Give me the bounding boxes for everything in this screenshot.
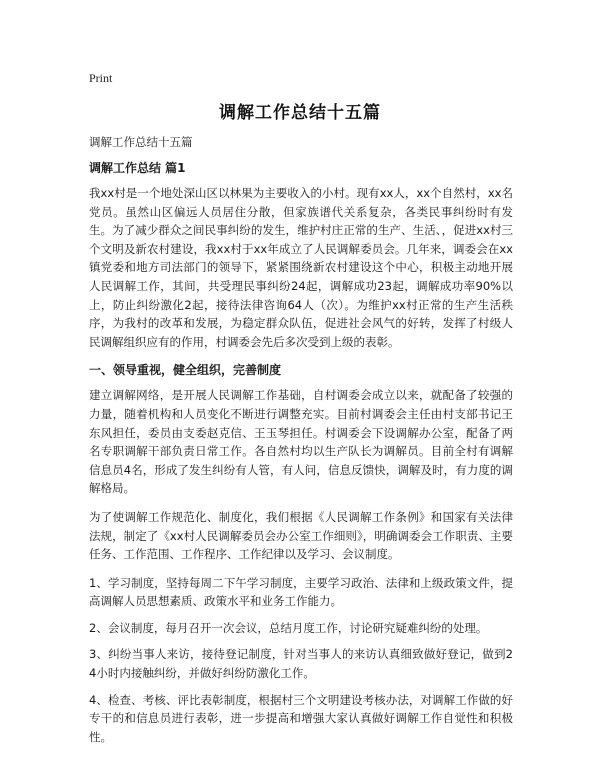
list-item: 3、纠纷当事人来访，接待登记制度，针对当事人的来访认真细致做好登记，做到24小时内接触纠纷，并做好纠纷防激化工作。	[89, 647, 513, 681]
list-item: 4、检查、考核、评比表彰制度，根据村三个文明建设考核办法，对调解工作做的好专干的和信息员进行表彰，进一步提高和增强大家认真做好调解工作自觉性和积极性。	[89, 692, 513, 744]
intro-paragraph: 我xx村是一个地处深山区以林果为主要收入的小村。现有xx人，xx个自然村，xx名党员。虽然山区偏远人员居住分散，但家族谱代关系复杂，各类民事纠纷时有发生。为了减少群众之间民事纠纷的发生，维护村庄正常的生产、生活、，促进xx村三个文明及新农村建设，我xx村于xx年成立了人民调解委员会。几年来，调委会在xx镇党委和地方司法部门的领导下，紧紧围绕新农村建设这个中心，积极主动地开展人民调解工作，其间，共受理民事纠纷24起，调解成功23起，调解成功率90%以上，防止纠纷激化2起，接待法律咨询64人（次）。为维护xx村正常的生产生活秩序，为我村的改革和发展，为稳定群众队伍，促进社会风气的好转，发挥了村级人民调解组织应有的作用，村调委会先后多次受到上级的表彰。	[89, 186, 513, 349]
document-body	[89, 133, 513, 754]
print-link[interactable]: Print	[89, 71, 113, 85]
body-paragraph: 为了使调解工作规范化、制度化，我们根据《人民调解工作条例》和国家有关法律法规，制定了《xx村人民调解委员会办公室工作细则》，明确调委会工作职责、主要任务、工作范围、工作程序、工作纪律以及学习、会议制度。	[89, 509, 513, 562]
document-subtitle: 调解工作总结十五篇	[89, 135, 193, 149]
body-paragraph: 建立调解网络，是开展人民调解工作基础，自村调委会成立以来，就配备了较强的力量，随着机构和人员变化不断进行调整充实。目前村调委会主任由村支部书记王东风担任，委员由支委赵克信、王玉琴担任。村调委会下设调解办公室，配备了两名专职调解干部负责日常工作。各自然村均以生产队长为调解员。目前全村有调解信息员4名，形成了发生纠纷有人管，有人问，信息反馈快，调解及时，有力度的调解格局。	[89, 388, 513, 496]
section-heading: 一、领导重视，健全组织，完善制度	[89, 363, 282, 378]
page-title: 调解工作总结十五篇	[219, 103, 381, 123]
list-item: 2、会议制度，每月召开一次会议，总结月度工作，讨论研究疑难纠纷的处理。	[89, 620, 488, 635]
list-item: 1、学习制度，坚持每周二下午学习制度，主要学习政治、法律和上级政策文件，提高调解人员思想素质、政策水平和业务工作能力。	[89, 575, 513, 609]
article-heading: 调解工作总结 篇1	[89, 161, 186, 175]
